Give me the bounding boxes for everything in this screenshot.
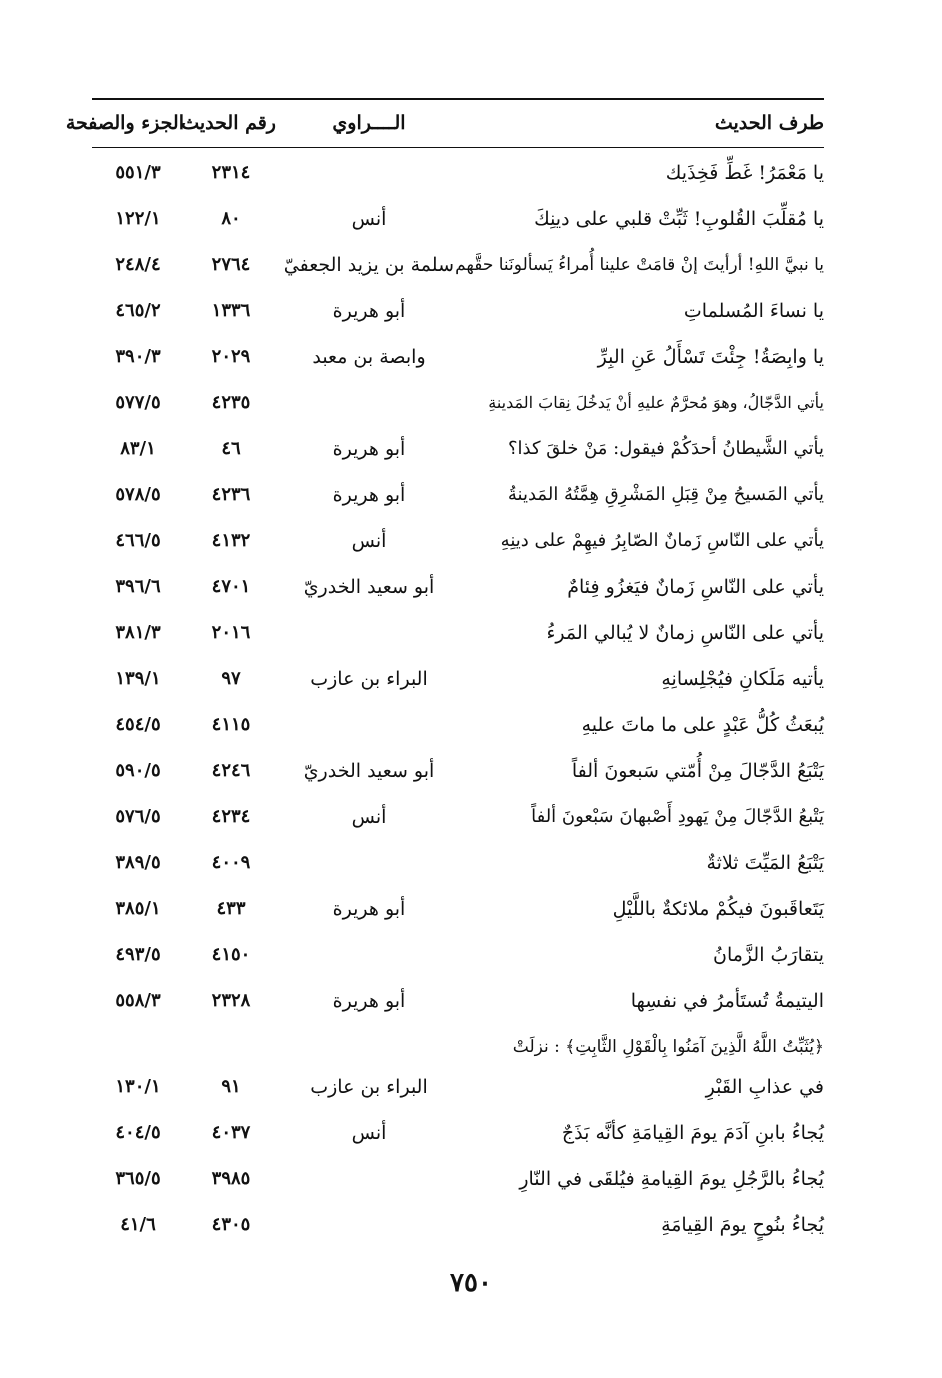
- table-row: [92, 334, 824, 380]
- narrator: أبو سعيد الخدريّ: [303, 576, 435, 598]
- table-row: [92, 426, 824, 472]
- hadith-number: ٨٠: [221, 208, 241, 229]
- volume-page: ١٣٩/١: [115, 668, 161, 689]
- hadith-number: ٩١: [221, 1076, 241, 1097]
- hadith-text: يتقارَبُ الزَّمانُ: [713, 944, 824, 966]
- hadith-number: ٤٧٠١: [211, 576, 251, 597]
- volume-page: ٥٧٦/٥: [115, 806, 161, 827]
- hadith-text: يُجاءُ بابنِ آدَمَ يومَ القِيامَةِ كأنَّه بَذَجٌ: [561, 1122, 824, 1144]
- table-row: [92, 1202, 824, 1248]
- table-row: [92, 978, 824, 1024]
- table-row: [92, 288, 824, 334]
- hadith-number: ١٣٣٦: [211, 300, 251, 321]
- hadith-number: ٢٠١٦: [211, 622, 251, 643]
- table-row: [92, 748, 824, 794]
- hadith-number: ٤٢٣٤: [211, 806, 251, 827]
- volume-page: ٣٨١/٣: [115, 622, 161, 643]
- volume-page: ١٢٢/١: [115, 208, 161, 229]
- hadith-number: ٤٣٣: [216, 898, 246, 919]
- narrator: أبو هريرة: [332, 300, 406, 322]
- hadith-number: ٤٢٤٦: [211, 760, 251, 781]
- hadith-table-body: [92, 150, 824, 1248]
- volume-page: ٣٨٩/٥: [115, 852, 161, 873]
- hadith-number: ٢٣١٤: [211, 162, 251, 183]
- table-row: [92, 1156, 824, 1202]
- volume-page: ٣٨٥/١: [115, 898, 161, 919]
- narrator: أبو هريرة: [332, 484, 406, 506]
- table-row: [92, 380, 824, 426]
- table-row: [92, 1024, 824, 1064]
- hadith-number: ٤١٥٠: [211, 944, 251, 965]
- narrator: أبو هريرة: [332, 438, 406, 460]
- hadith-text: يا نساءَ المُسلماتِ: [683, 300, 824, 322]
- hadith-number: ٤٣٠٥: [211, 1214, 251, 1235]
- table-row: [92, 840, 824, 886]
- table-header: [65, 112, 824, 146]
- volume-page: ٤٠٤/٥: [115, 1122, 161, 1143]
- narrator: أبو هريرة: [332, 898, 406, 920]
- hadith-number: ٢٧٦٤: [211, 254, 251, 275]
- hadith-number: ٢٣٢٨: [211, 990, 251, 1011]
- volume-page: ٣٩٠/٣: [115, 346, 161, 367]
- table-row: [92, 150, 824, 196]
- hadith-text: يُبعَثُ كُلُّ عَبْدٍ على ما ماتَ عليهِ: [581, 714, 824, 736]
- hadith-number: ٤٠٠٩: [211, 852, 251, 873]
- hadith-text: ﴿يُثَبِّتُ اللَّهُ الَّذِينَ آمَنُوا بِالْقَوْلِ الثَّابِتِ﴾ : نزلَتْ: [512, 1037, 824, 1057]
- table-row: [92, 702, 824, 748]
- hadith-number: ٤٢٣٦: [211, 484, 251, 505]
- volume-page: ٤٦٥/٢: [115, 300, 161, 321]
- hadith-text: يا مَعْمَرُ! غَطِّ فَخِذَيك: [665, 162, 824, 184]
- hadith-number: ٤٦: [221, 438, 241, 459]
- narrator: أنس: [351, 208, 387, 230]
- volume-page: ٤٩٣/٥: [115, 944, 161, 965]
- volume-page: ٥٧٨/٥: [115, 484, 161, 505]
- narrator: أبو هريرة: [332, 990, 406, 1012]
- volume-page: ٥٥١/٣: [115, 162, 161, 183]
- hadith-text: في عذابِ القَبْرِ: [705, 1076, 824, 1098]
- table-row: [92, 794, 824, 840]
- hadith-text: يأتيه مَلَكانِ فيُجْلِسانِهِ: [661, 668, 824, 690]
- volume-page: ٥٧٧/٥: [115, 392, 161, 413]
- table-row: [92, 518, 824, 564]
- table-row: [92, 932, 824, 978]
- hadith-text: اليتيمةُ تُستَأمرُ في نفسِها: [630, 990, 824, 1012]
- table-row: [92, 886, 824, 932]
- narrator: أبو سعيد الخدريّ: [303, 760, 435, 782]
- narrator: أنس: [351, 530, 387, 552]
- narrator: سلمة بن يزيد الجعفيّ: [283, 254, 454, 276]
- header-rule: [92, 147, 824, 148]
- table-row: [92, 472, 824, 518]
- volume-page: ٢٤٨/٤: [115, 254, 161, 275]
- hadith-text: يأتي الدَّجّالُ، وهوَ مُحرَّمٌ عليهِ أنْ يَدخُلَ نِقابَ المَدينةِ: [488, 393, 824, 412]
- volume-page: ٨٣/١: [120, 438, 156, 459]
- table-row: [92, 564, 824, 610]
- hadith-number: ٢٠٢٩: [211, 346, 251, 367]
- hadith-number: ٤١٣٢: [211, 530, 251, 551]
- narrator: أنس: [351, 806, 387, 828]
- hadith-text: يُجاءُ بنُوحٍ يومَ القِيامَةِ: [661, 1214, 824, 1236]
- table-row: [92, 1064, 824, 1110]
- volume-page: ٤٦٦/٥: [115, 530, 161, 551]
- hadith-text: يأتي على النّاسِ زَمانٌ الصّابِرُ فيهِمْ على دينِهِ: [500, 530, 824, 551]
- table-row: [92, 242, 824, 288]
- volume-page: ٤١/٦: [120, 1214, 156, 1235]
- volume-page: ٣٩٦/٦: [115, 576, 161, 597]
- header-narrator: الــــراوي: [332, 112, 406, 134]
- page-number: ٧٥٠: [450, 1268, 492, 1298]
- hadith-number: ٣٩٨٥: [211, 1168, 251, 1189]
- volume-page: ٤٥٤/٥: [115, 714, 161, 735]
- hadith-text: يا وابِصَةُ! جِئْتَ تَسْأَلُ عَنِ البِرِّ: [597, 346, 824, 368]
- narrator: أنس: [351, 1122, 387, 1144]
- narrator: البراء بن عازب: [310, 668, 428, 690]
- hadith-text: يأتي على النّاسِ زمانٌ لا يُبالي المَرءُ: [546, 622, 824, 644]
- hadith-text: يأتي على النّاسِ زَمانٌ فيَغزُو فِئامٌ: [567, 576, 824, 598]
- hadith-text: يَتْبَعُ المَيِّتَ ثلاثةٌ: [706, 852, 824, 874]
- table-row: [92, 656, 824, 702]
- header-hadith: طرف الحديث: [714, 112, 824, 134]
- hadith-text: يَتَعاقَبونَ فيكُمْ ملائكةٌ باللَّيْلِ: [612, 898, 824, 920]
- header-hadith-number: رقم الحديث: [181, 112, 276, 134]
- narrator: البراء بن عازب: [310, 1076, 428, 1098]
- narrator: وابصة بن معبد: [312, 346, 426, 368]
- hadith-text: يأتي الشَّيطانُ أحدَكُمْ فيقول: مَنْ خلقَ كذا؟: [507, 438, 824, 459]
- table-row: [92, 196, 824, 242]
- hadith-text: يا مُقلِّبَ القُلوبِ! ثَبِّتْ قلبي على دينِكَ: [534, 208, 824, 230]
- hadith-number: ٤٠٣٧: [211, 1122, 251, 1143]
- hadith-number: ٤٢٣٥: [211, 392, 251, 413]
- hadith-text: يَتْبَعُ الدَّجّالَ مِنْ أُمّتي سَبعونَ ألفاً: [571, 760, 824, 782]
- hadith-text: يأتي المَسيحُ مِنْ قِبَلِ المَشْرِقِ هِمَّتُهُ المَدينةُ: [507, 484, 824, 505]
- table-row: [92, 1110, 824, 1156]
- volume-page: ٥٥٨/٣: [115, 990, 161, 1011]
- volume-page: ٣٦٥/٥: [115, 1168, 161, 1189]
- hadith-text: يُجاءُ بالرَّجُلِ يومَ القِيامةِ فيُلقَى في النّارِ: [519, 1168, 824, 1190]
- top-rule: [92, 98, 824, 100]
- table-row: [92, 610, 824, 656]
- hadith-text: يَتْبعُ الدَّجّالَ مِنْ يَهودِ أَصْبهانَ سَبْعونَ ألفاً: [531, 806, 824, 827]
- volume-page: ٥٩٠/٥: [115, 760, 161, 781]
- hadith-number: ٤١١٥: [211, 714, 251, 735]
- hadith-number: ٩٧: [221, 668, 241, 689]
- volume-page: ١٣٠/١: [115, 1076, 161, 1097]
- hadith-text: يا نبيَّ اللهِ! أرأيتَ إنْ قامَتْ علينا أُمراءُ يَسألونَنا حقَّهم: [455, 255, 824, 275]
- header-volume-page: الجزء والصفحة: [65, 112, 184, 134]
